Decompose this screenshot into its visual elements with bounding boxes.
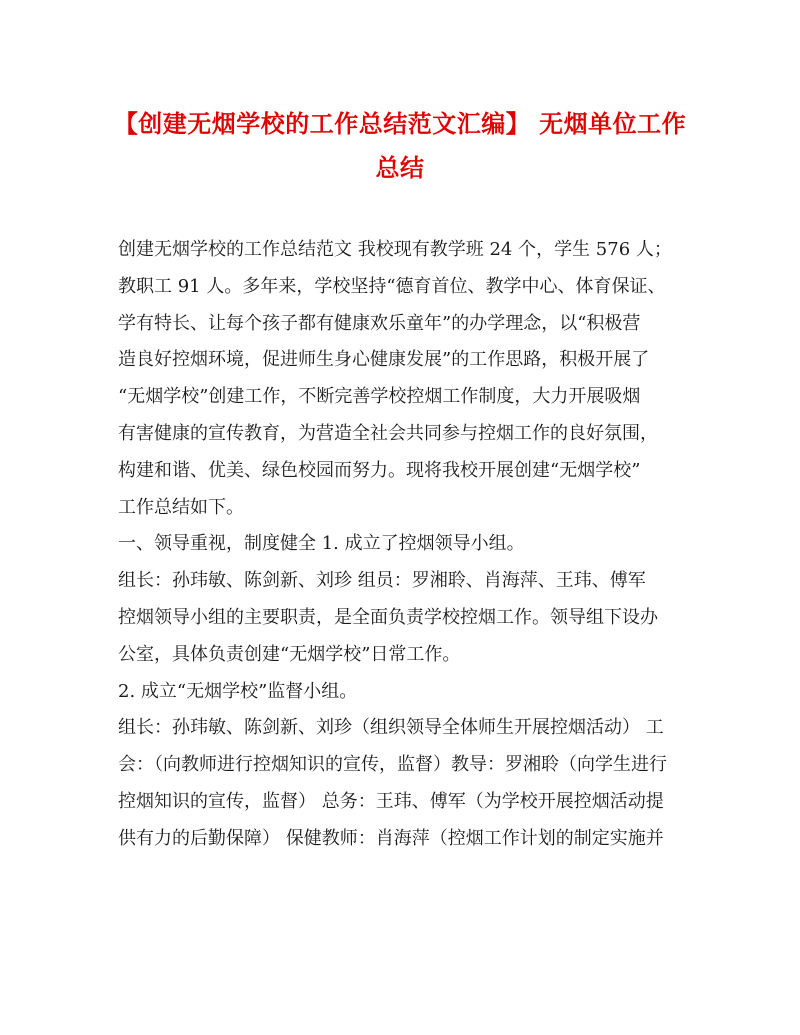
title-line-1: 【创建无烟学校的工作总结范文汇编】 无烟单位工作 bbox=[113, 109, 687, 138]
body-line: 创建无烟学校的工作总结范文 我校现有教学班 24 个，学生 576 人； bbox=[118, 239, 672, 260]
body-line: 公室，具体负责创建“无烟学校”日常工作。 bbox=[118, 643, 461, 665]
body-line: 控烟知识的宣传，监督） 总务：王玮、傅军（为学校开展控烟活动提 bbox=[118, 790, 664, 812]
body-line: 组长：孙玮敏、陈剑新、刘珍 组员：罗湘聆、肖海萍、王玮、傅军 bbox=[118, 570, 646, 592]
body-line: 控烟领导小组的主要职责，是全面负责学校控烟工作。领导组下设办 bbox=[118, 606, 658, 628]
body-line: 教职工 91 人。多年来，学校坚持“德育首位、教学中心、体育保证、 bbox=[118, 275, 666, 297]
title-line-2: 总结 bbox=[375, 153, 425, 182]
body-line: 工作总结如下。 bbox=[118, 496, 244, 518]
body-line: 供有力的后勤保障） 保健教师：肖海萍（控烟工作计划的制定实施并 bbox=[118, 827, 664, 849]
document-title bbox=[110, 102, 690, 190]
document-body bbox=[118, 232, 688, 858]
body-line: “无烟学校”创建工作，不断完善学校控烟工作制度，大力开展吸烟 bbox=[118, 386, 641, 408]
body-line: 有害健康的宣传教育，为营造全社会共同参与控烟工作的良好氛围， bbox=[118, 422, 658, 444]
body-line: 学有特长、让每个孩子都有健康欢乐童年”的办学理念，以“积极营 bbox=[118, 312, 641, 334]
body-line: 造良好控烟环境，促进师生身心健康发展”的工作思路，积极开展了 bbox=[118, 349, 650, 371]
body-line: 2. 成立“无烟学校”监督小组。 bbox=[118, 680, 358, 702]
body-line: 组长：孙玮敏、陈剑新、刘珍（组织领导全体师生开展控烟活动） 工 bbox=[118, 717, 664, 739]
section-heading: 一、领导重视，制度健全 1. 成立了控烟领导小组。 bbox=[118, 533, 525, 555]
body-line: 会：（向教师进行控烟知识的宣传，监督）教导：罗湘聆（向学生进行 bbox=[118, 754, 667, 776]
body-line: 构建和谐、优美、绿色校园而努力。现将我校开展创建“无烟学校” bbox=[118, 459, 641, 481]
